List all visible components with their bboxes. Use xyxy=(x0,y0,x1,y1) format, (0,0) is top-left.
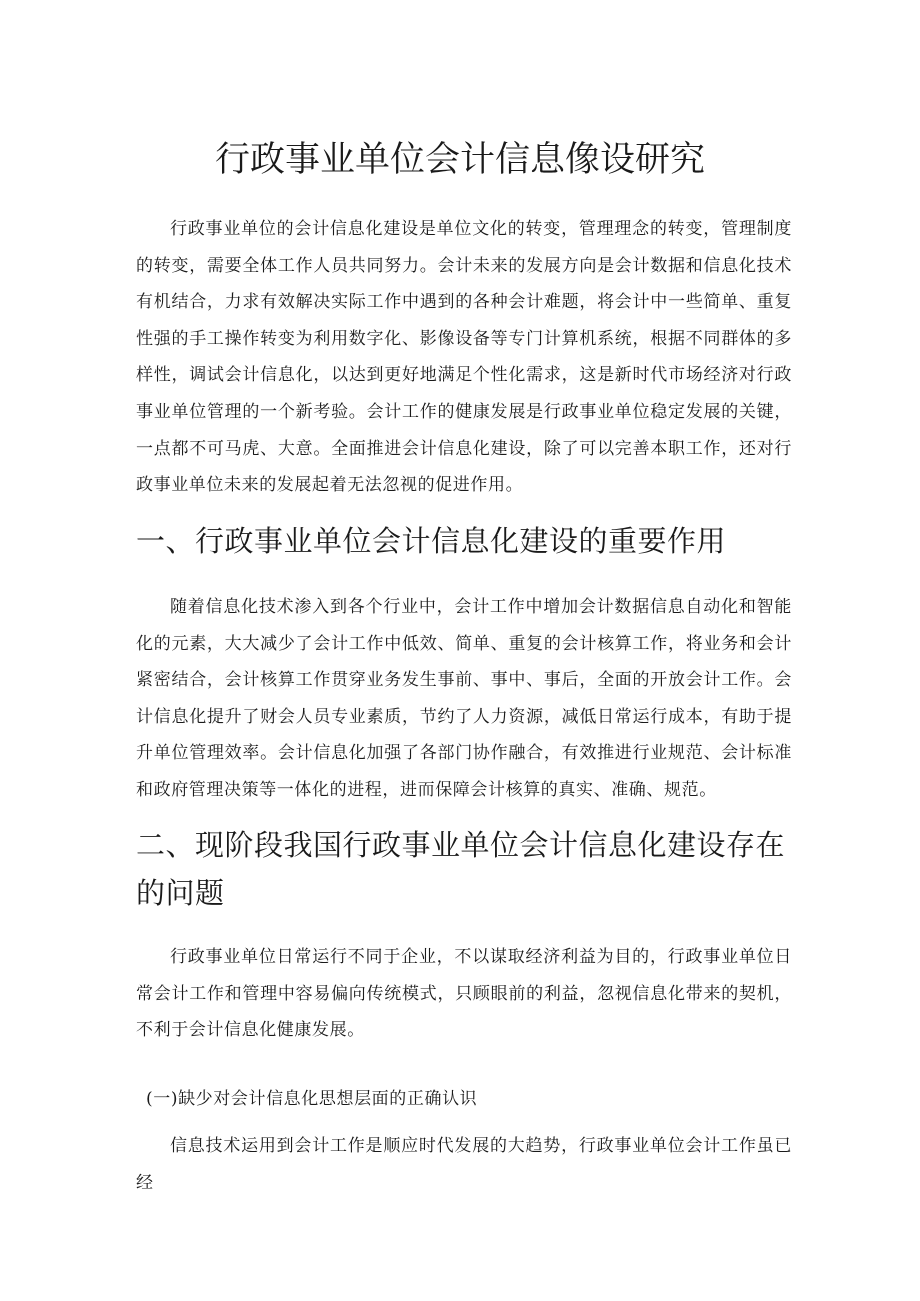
intro-paragraph: 行政事业单位的会计信息化建设是单位文化的转变，管理理念的转变，管理制度的转变，需要全体工作人员共同努力。会计未来的发展方向是会计数据和信息化技术有机结合，力求有效解决实际工作中遇到的各种会计难题，将会计中一些简单、重复性强的手工操作转变为利用数字化、影像设备等专门计算机系统，根据不同群体的多样性，调试会计信息化，以达到更好地满足个性化需求，这是新时代市场经济对行政事业单位管理的一个新考验。会计工作的健康发展是行政事业单位稳定发展的关键，一点都不可马虎、大意。全面推进会计信息化建设，除了可以完善本职工作，还对行政事业单位未来的发展起着无法忽视的促进作用。 xyxy=(136,219,792,496)
section-2-heading: 二、现阶段我国行政事业单位会计信息化建设存在的问题 xyxy=(136,828,786,910)
section-1-paragraph: 随着信息化技术渗入到各个行业中，会计工作中增加会计数据信息自动化和智能化的元素，大大减少了会计工作中低效、简单、重复的会计核算工作，将业务和会计紧密结合，会计核算工作贯穿业务发生事前、事中、事后，全面的开放会计工作。会计信息化提升了财会人员专业素质，节约了人力资源，减低日常运行成本，有助于提升单位管理效率。会计信息化加强了各部门协作融合，有效推进行业规范、会计标准和政府管理决策等一体化的进程，进而保障会计核算的真实、准确、规范。 xyxy=(136,597,792,800)
section-2-paragraph: 行政事业单位日常运行不同于企业，不以谋取经济利益为目的，行政事业单位日常会计工作和管理中容易偏向传统模式，只顾眼前的利益，忽视信息化带来的契机，不利于会计信息化健康发展。 xyxy=(136,947,792,1041)
section-1-heading: 一、行政事业单位会计信息化建设的重要作用 xyxy=(136,524,727,558)
subsection-1-paragraph: 信息技术运用到会计工作是顺应时代发展的大趋势，行政事业单位会计工作虽已经 xyxy=(136,1136,792,1193)
document-title: 行政事业单位会计信息像设研究 xyxy=(214,140,705,180)
subsection-1-heading: (一)缺少对会计信息化思想层面的正确认识 xyxy=(146,1089,478,1109)
